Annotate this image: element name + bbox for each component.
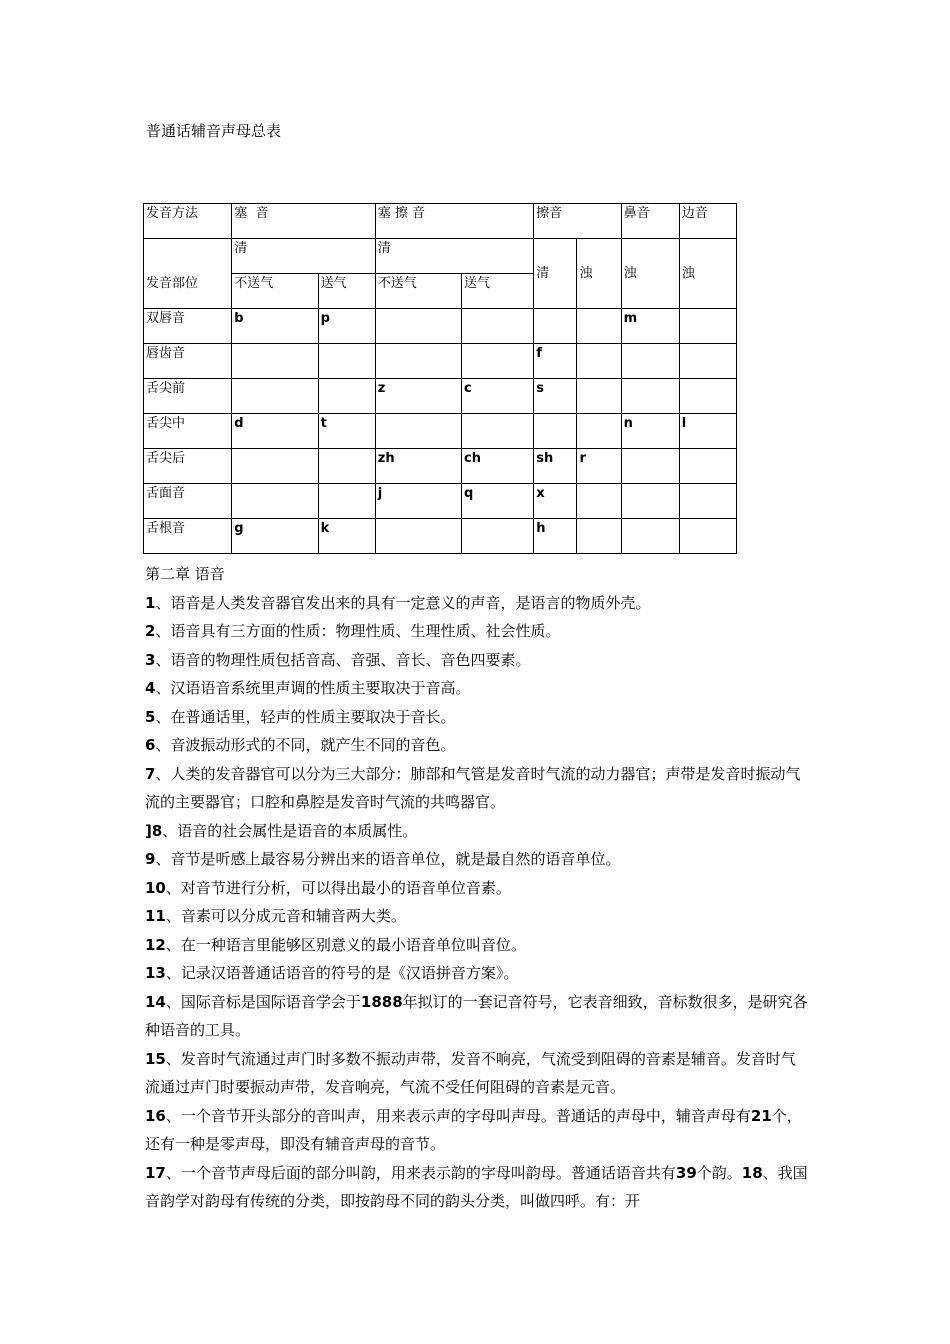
consonant-cell xyxy=(318,484,375,519)
list-item: 14、国际音标是国际语音学会于1888年拟订的一套记音符号，它表音细致，音标数很多，是研究各种语音的工具。 xyxy=(145,992,808,1039)
row-label: 舌尖后 xyxy=(144,449,232,484)
consonant-cell xyxy=(679,519,736,554)
method-stop: 塞 音 xyxy=(232,204,375,239)
consonant-cell xyxy=(375,519,461,554)
consonant-cell xyxy=(462,344,534,379)
consonant-cell: p xyxy=(318,309,375,344)
consonant-cell xyxy=(375,414,461,449)
consonant-cell: q xyxy=(462,484,534,519)
list-item: 3、语音的物理性质包括音高、音强、音长、音色四要素。 xyxy=(145,650,531,669)
lateral-voiced: 浊 xyxy=(679,239,736,309)
consonant-cell xyxy=(318,379,375,414)
consonant-cell xyxy=(679,309,736,344)
consonant-cell xyxy=(621,344,679,379)
consonant-cell: c xyxy=(462,379,534,414)
consonant-cell: d xyxy=(232,414,318,449)
consonant-cell xyxy=(577,519,621,554)
method-fricative: 擦音 xyxy=(534,204,621,239)
method-nasal: 鼻音 xyxy=(621,204,679,239)
consonant-cell xyxy=(232,344,318,379)
consonant-cell: m xyxy=(621,309,679,344)
consonant-cell xyxy=(462,414,534,449)
list-item: 13、记录汉语普通话语音的符号的是《汉语拼音方案》。 xyxy=(145,964,519,982)
nasal-voiced: 浊 xyxy=(621,239,679,309)
consonant-cell xyxy=(577,379,621,414)
page-title: 普通话辅音声母总表 xyxy=(146,122,282,140)
consonant-cell: zh xyxy=(375,449,461,484)
row-label: 舌根音 xyxy=(144,519,232,554)
list-item: 1、语音是人类发音器官发出来的具有一定意义的声音，是语言的物质外壳。 xyxy=(145,593,651,612)
stop-unaspirated: 不送气 xyxy=(232,274,318,309)
chapter-heading: 第二章 语音 xyxy=(145,565,225,583)
affricate-unaspirated: 不送气 xyxy=(375,274,461,309)
consonant-cell xyxy=(232,484,318,519)
list-item: 7、人类的发音器官可以分为三大部分：肺部和气管是发音时气流的动力器官；声带是发音时振动气流的主要器官；口腔和鼻腔是发音时气流的共鸣器官。 xyxy=(145,764,801,811)
consonant-cell xyxy=(375,309,461,344)
consonant-cell xyxy=(679,484,736,519)
list-item: 11、音素可以分成元音和辅音两大类。 xyxy=(145,907,406,925)
consonant-cell xyxy=(577,309,621,344)
consonant-table xyxy=(143,203,737,554)
method-affricate: 塞 擦 音 xyxy=(375,204,534,239)
consonant-cell xyxy=(462,519,534,554)
fricative-voiceless: 清 xyxy=(534,239,577,309)
consonant-cell: j xyxy=(375,484,461,519)
affricate-voiceless: 清 xyxy=(375,239,534,274)
table-row xyxy=(144,309,737,344)
consonant-cell: t xyxy=(318,414,375,449)
list-item: ]8、语音的社会属性是语音的本质属性。 xyxy=(145,821,418,840)
consonant-cell: x xyxy=(534,484,577,519)
list-item: 12、在一种语言里能够区别意义的最小语音单位叫音位。 xyxy=(145,935,526,954)
method-label: 发音方法 xyxy=(144,204,232,239)
consonant-cell xyxy=(621,519,679,554)
consonant-cell: h xyxy=(534,519,577,554)
consonant-cell xyxy=(232,379,318,414)
list-item: 15、发音时气流通过声门时多数不振动声带，发音不响亮，气流受到阻碍的音素是辅音。发音时气流通过声门时要振动声带，发音响亮，气流不受任何阻碍的音素是元音。 xyxy=(145,1049,796,1096)
consonant-cell: z xyxy=(375,379,461,414)
table-row xyxy=(144,484,737,519)
consonant-cell xyxy=(679,379,736,414)
table-row xyxy=(144,344,737,379)
consonant-cell: ch xyxy=(462,449,534,484)
row-label: 舌面音 xyxy=(144,484,232,519)
row-label: 双唇音 xyxy=(144,309,232,344)
consonant-cell xyxy=(318,449,375,484)
position-label: 发音部位 xyxy=(146,276,199,291)
table-row xyxy=(144,449,737,484)
list-item: 9、音节是听感上最容易分辨出来的语音单位，就是最自然的语音单位。 xyxy=(145,850,621,868)
table-row xyxy=(144,414,737,449)
table-row xyxy=(144,519,737,554)
consonant-cell: n xyxy=(621,414,679,449)
list-item: 17、一个音节声母后面的部分叫韵，用来表示韵的字母叫韵母。普通话语音共有39个韵。18、我国音韵学对韵母有传统的分类，即按韵母不同的韵头分类，叫做四呼。有：开 xyxy=(145,1163,808,1210)
consonant-cell: l xyxy=(679,414,736,449)
list-item: 16、一个音节开头部分的音叫声，用来表示声的字母叫声母。普通话的声母中，辅音声母有21个，还有一种是零声母，即没有辅音声母的音节。 xyxy=(145,1106,802,1153)
stop-voiceless: 清 xyxy=(232,239,375,274)
method-lateral: 边音 xyxy=(679,204,736,239)
consonant-cell: s xyxy=(534,379,577,414)
stop-aspirated: 送气 xyxy=(318,274,375,309)
consonant-cell: r xyxy=(577,449,621,484)
position-label-cell xyxy=(144,239,232,309)
list-item: 2、语音具有三方面的性质：物理性质、生理性质、社会性质。 xyxy=(145,622,561,640)
affricate-aspirated: 送气 xyxy=(462,274,534,309)
row-label: 唇齿音 xyxy=(144,344,232,379)
row-label: 舌尖前 xyxy=(144,379,232,414)
consonant-cell: k xyxy=(318,519,375,554)
consonant-cell xyxy=(318,344,375,379)
consonant-cell xyxy=(621,449,679,484)
consonant-cell xyxy=(577,414,621,449)
list-item: 5、在普通话里，轻声的性质主要取决于音长。 xyxy=(145,707,456,726)
row-label: 舌尖中 xyxy=(144,414,232,449)
fricative-voiced: 浊 xyxy=(577,239,621,309)
consonant-cell xyxy=(462,309,534,344)
list-item: 6、音波振动形式的不同，就产生不同的音色。 xyxy=(145,736,456,754)
consonant-cell: f xyxy=(534,344,577,379)
consonant-cell xyxy=(577,344,621,379)
consonant-cell: sh xyxy=(534,449,577,484)
consonant-cell xyxy=(679,344,736,379)
table-row xyxy=(144,379,737,414)
consonant-cell xyxy=(679,449,736,484)
consonant-cell xyxy=(577,484,621,519)
consonant-cell xyxy=(534,309,577,344)
consonant-cell: b xyxy=(232,309,318,344)
list-item: 10、对音节进行分析，可以得出最小的语音单位音素。 xyxy=(145,878,511,897)
consonant-cell xyxy=(534,414,577,449)
body-text xyxy=(145,560,810,1216)
list-item: 4、汉语语音系统里声调的性质主要取决于音高。 xyxy=(145,679,471,697)
consonant-cell xyxy=(375,344,461,379)
consonant-cell: g xyxy=(232,519,318,554)
consonant-cell xyxy=(621,484,679,519)
consonant-cell xyxy=(621,379,679,414)
consonant-cell xyxy=(232,449,318,484)
